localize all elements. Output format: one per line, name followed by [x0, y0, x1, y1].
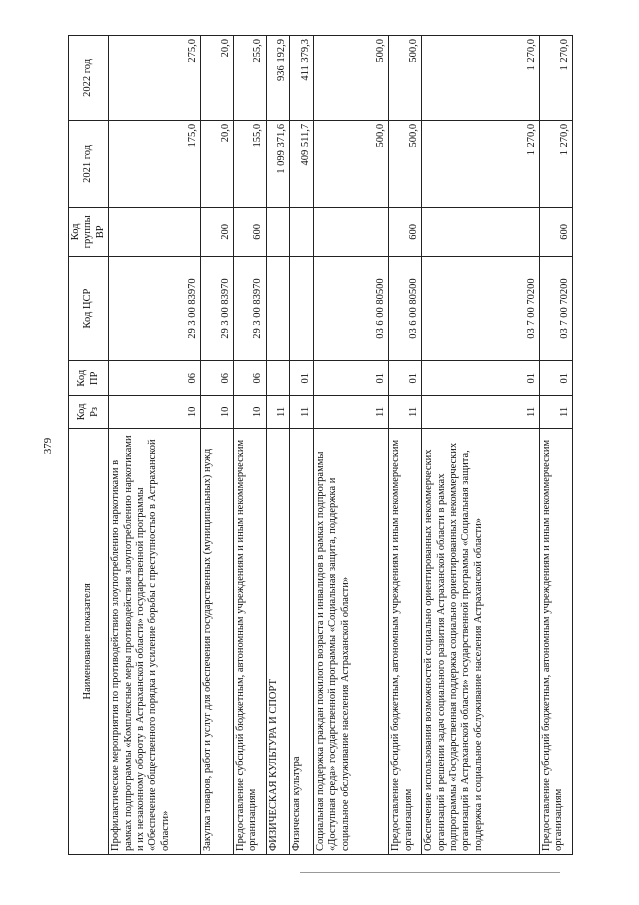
row-pr — [266, 361, 290, 396]
page-number: 379 — [42, 437, 54, 455]
row-vr: 200 — [200, 207, 233, 256]
row-name: Закупка товаров, работ и услуг для обеспечения государственных (муниципальных) нужд — [200, 428, 233, 854]
row-pr: 01 — [539, 361, 572, 396]
row-2021: 20,0 — [200, 120, 233, 207]
row-rz: 10 — [200, 396, 233, 429]
row-name: Предоставление субсидий бюджетным, автономным учреждениям и иным некоммерческим организациям — [539, 428, 572, 854]
row-csr: 29 3 00 83970 — [233, 256, 266, 361]
row-2021: 500,0 — [313, 120, 388, 207]
row-vr: 600 — [233, 207, 266, 256]
table-row — [389, 36, 422, 855]
row-name: Профилактические мероприятия по противодействию злоупотреблению наркотиками в рамках подпрограммы «Комплексные меры противодействия злоупотреблению наркотиками и их незаконному обороту в Астраханской области» государственной программы «Обеспечение общественного порядка и усиление борьбы с преступностью в Астраханской области» — [109, 428, 201, 854]
row-name: ФИЗИЧЕСКАЯ КУЛЬТУРА И СПОРТ — [266, 428, 290, 854]
row-csr: 03 6 00 80500 — [389, 256, 422, 361]
row-vr — [313, 207, 388, 256]
row-rz: 11 — [389, 396, 422, 429]
row-pr: 06 — [200, 361, 233, 396]
row-pr: 06 — [233, 361, 266, 396]
row-rz: 11 — [539, 396, 572, 429]
header-name: Наименование показателя — [69, 428, 109, 854]
row-2021: 409 511,7 — [290, 120, 314, 207]
row-2022: 255,0 — [233, 36, 266, 121]
row-vr — [290, 207, 314, 256]
row-2021: 1 270,0 — [539, 120, 572, 207]
row-2022: 411 379,3 — [290, 36, 314, 121]
row-pr: 01 — [313, 361, 388, 396]
row-csr — [266, 256, 290, 361]
row-2022: 1 270,0 — [539, 36, 572, 121]
header-csr: Код ЦСР — [69, 256, 109, 361]
row-rz: 11 — [266, 396, 290, 429]
row-name: Физическая культура — [290, 428, 314, 854]
row-vr — [266, 207, 290, 256]
row-2021: 1 099 371,6 — [266, 120, 290, 207]
row-csr — [290, 256, 314, 361]
row-2022: 1 270,0 — [422, 36, 540, 121]
row-rz: 11 — [313, 396, 388, 429]
header-pr: Код ПР — [69, 361, 109, 396]
row-rz: 11 — [422, 396, 540, 429]
row-csr: 03 7 00 70200 — [539, 256, 572, 361]
row-pr: 01 — [389, 361, 422, 396]
row-2021: 1 270,0 — [422, 120, 540, 207]
row-2022: 20,0 — [200, 36, 233, 121]
table-row — [290, 36, 314, 855]
table-row — [233, 36, 266, 855]
row-vr: 600 — [389, 207, 422, 256]
rotated-table-container — [68, 35, 573, 855]
row-pr: 01 — [422, 361, 540, 396]
row-name: Обеспечение использования возможностей социально ориентированных некоммерческих организаций в решении задач социального развития Астраханской области в рамках подпрограммы «Государственная поддержка социально ориентированных некоммерческих организаций в Астраханской области» государственной программы «Социальная защита, поддержка и социальное обслуживание населения Астраханской области» — [422, 428, 540, 854]
row-name: Социальная поддержка граждан пожилого возраста и инвалидов в рамках подпрограммы «Доступная среда» государственной программы «Социальная защита, поддержка и социальное обслуживание населения Астраханской области» — [313, 428, 388, 854]
row-rz: 10 — [109, 396, 201, 429]
budget-table — [68, 35, 573, 855]
bottom-rule — [300, 872, 560, 873]
row-rz: 11 — [290, 396, 314, 429]
row-2022: 936 192,9 — [266, 36, 290, 121]
table-header-row — [69, 36, 109, 855]
row-csr: 03 7 00 70200 — [422, 256, 540, 361]
row-2021: 500,0 — [389, 120, 422, 207]
header-2022: 2022 год — [69, 36, 109, 121]
header-vr: Код группы ВР — [69, 207, 109, 256]
table-row — [539, 36, 572, 855]
row-2022: 275,0 — [109, 36, 201, 121]
header-rz: Код Рз — [69, 396, 109, 429]
row-rz: 10 — [233, 396, 266, 429]
row-vr — [422, 207, 540, 256]
row-2022: 500,0 — [389, 36, 422, 121]
row-vr: 600 — [539, 207, 572, 256]
row-vr — [109, 207, 201, 256]
row-2021: 155,0 — [233, 120, 266, 207]
row-2021: 175,0 — [109, 120, 201, 207]
table-row — [200, 36, 233, 855]
row-name: Предоставление субсидий бюджетным, автономным учреждениям и иным некоммерческим организациям — [233, 428, 266, 854]
row-name: Предоставление субсидий бюджетным, автономным учреждениям и иным некоммерческим организациям — [389, 428, 422, 854]
row-2022: 500,0 — [313, 36, 388, 121]
table-row — [109, 36, 201, 855]
table-row — [266, 36, 290, 855]
header-2021: 2021 год — [69, 120, 109, 207]
table-row — [422, 36, 540, 855]
row-csr: 29 3 00 83970 — [109, 256, 201, 361]
row-csr: 29 3 00 83970 — [200, 256, 233, 361]
row-pr: 06 — [109, 361, 201, 396]
row-csr: 03 6 00 80500 — [313, 256, 388, 361]
table-row — [313, 36, 388, 855]
row-pr: 01 — [290, 361, 314, 396]
